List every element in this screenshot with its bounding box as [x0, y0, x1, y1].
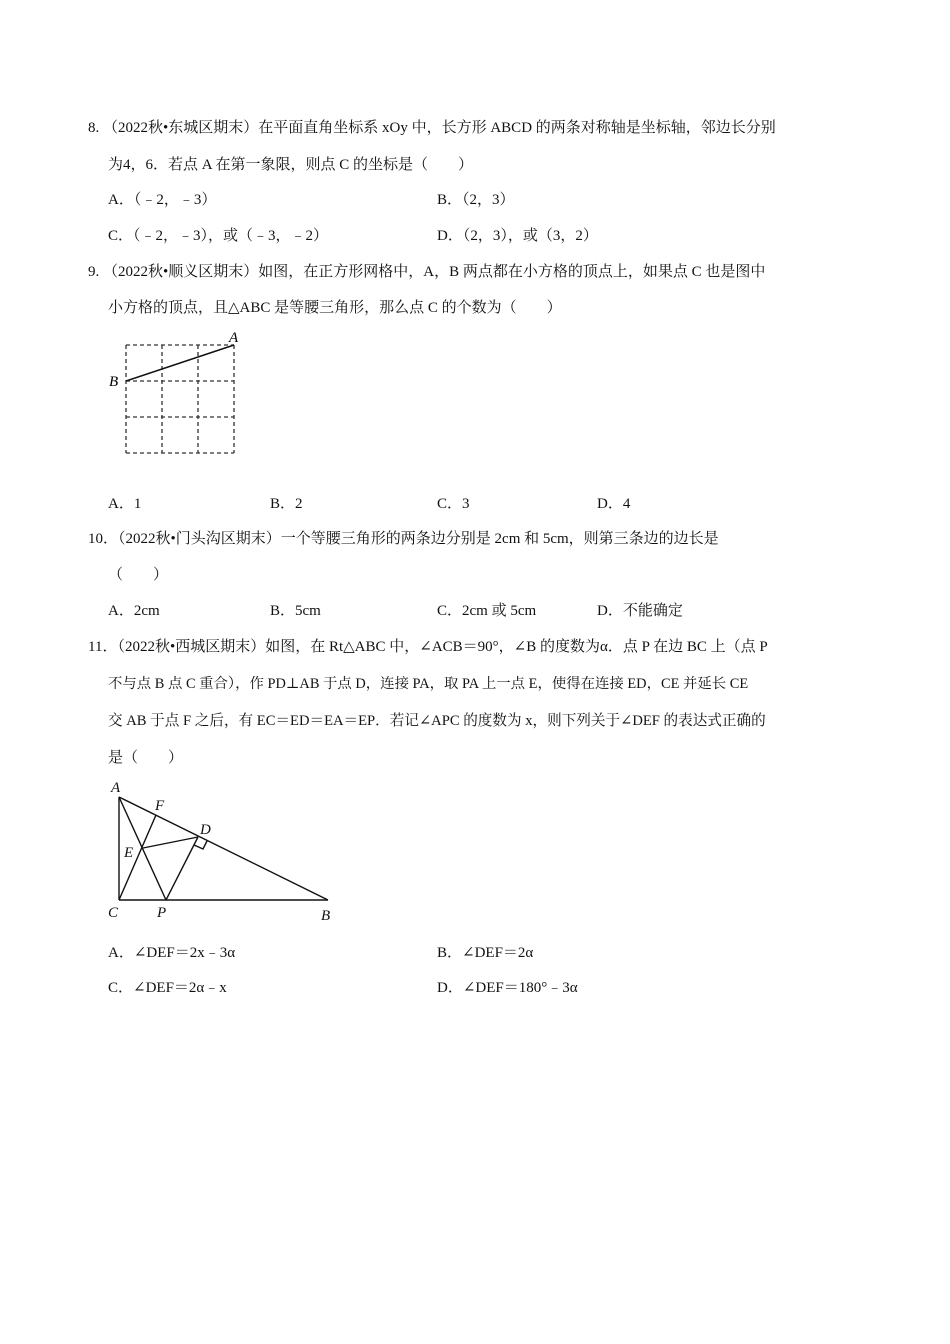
option-text: ∠DEF＝2x﹣3α: [133, 945, 236, 961]
option-label: D．: [437, 980, 463, 996]
option-text: 2cm: [133, 603, 160, 619]
question-10-option-b[interactable]: [270, 601, 321, 621]
option-label: D．: [437, 228, 463, 244]
grid-figure: [100, 325, 260, 465]
label-a: A: [111, 780, 121, 796]
question-text: 如图，在 Rt△ABC 中，∠ACB＝90°，∠B 的度数为α．点 P 在边 BC 上（点 P: [265, 639, 768, 655]
question-text: 如图，在正方形网格中，A，B 两点都在小方格的顶点上，如果点 C 也是图中: [258, 264, 766, 280]
question-10-line-1: [88, 529, 719, 549]
option-label: B．: [270, 603, 296, 619]
question-8-option-a[interactable]: [108, 190, 216, 210]
question-11-line-1: [88, 637, 768, 657]
question-8-line-1: [88, 118, 776, 138]
label-f: F: [155, 798, 165, 814]
question-11-option-c[interactable]: [108, 978, 227, 998]
option-text: 5cm: [295, 603, 321, 619]
triangle-figure: [100, 770, 350, 930]
question-8-option-d[interactable]: [437, 226, 598, 246]
label-d: D: [200, 822, 211, 838]
label-b: B: [109, 374, 119, 390]
question-text: 一个等腰三角形的两条边分别是 2cm 和 5cm，则第三条边的边长是: [280, 531, 719, 547]
question-9-line-2: 小方格的顶点，且△ABC 是等腰三角形，那么点 C 的个数为（ ）: [108, 300, 562, 316]
option-label: C．: [437, 603, 463, 619]
option-text: 不能确定: [622, 603, 683, 619]
option-label: A．: [108, 603, 134, 619]
option-text: （2，3），或（3，2）: [462, 228, 598, 244]
question-9-option-b[interactable]: [270, 494, 303, 514]
option-text: （2，3）: [462, 192, 515, 208]
question-9-option-d[interactable]: [597, 494, 630, 514]
label-b: B: [321, 908, 331, 924]
label-a: A: [229, 330, 239, 346]
question-8-line-2: 为4，6．若点 A 在第一象限，则点 C 的坐标是（ ）: [108, 157, 474, 173]
question-number: 8.: [88, 120, 100, 136]
question-source: （2022秋•西城区期末）: [117, 639, 266, 655]
option-label: C．: [108, 228, 134, 244]
option-label: B．: [270, 496, 296, 512]
question-9-line-1: [88, 262, 765, 282]
option-text: （﹣2，﹣3）: [133, 192, 217, 208]
question-number: 10．: [88, 531, 119, 547]
question-number: 11．: [88, 639, 118, 655]
question-11-option-b[interactable]: [437, 943, 533, 963]
option-label: D．: [597, 496, 623, 512]
option-text: （﹣2，﹣3），或（﹣3，﹣2）: [133, 228, 329, 244]
option-label: D．: [597, 603, 623, 619]
question-source: （2022秋•顺义区期末）: [103, 264, 259, 280]
option-text: 3: [462, 496, 470, 512]
option-text: ∠DEF＝2α: [462, 945, 534, 961]
option-text: 2cm 或 5cm: [462, 603, 537, 619]
label-p: P: [157, 905, 167, 921]
question-10-option-d[interactable]: [597, 601, 683, 621]
question-8-option-b[interactable]: [437, 190, 515, 210]
option-label: A．: [108, 945, 134, 961]
option-label: B．: [437, 945, 463, 961]
option-label: A．: [108, 496, 134, 512]
option-label: B．: [437, 192, 463, 208]
question-text: 在平面直角坐标系 xOy 中，长方形 ABCD 的两条对称轴是坐标轴，邻边长分别: [258, 120, 776, 136]
question-11-line-3: 交 AB 于点 F 之后，有 EC＝ED＝EA＝EP．若记∠APC 的度数为 x，则下列关于∠DEF 的表达式正确的: [108, 713, 766, 729]
option-label: C．: [437, 496, 463, 512]
label-c: C: [108, 905, 119, 921]
question-8-option-c[interactable]: [108, 226, 328, 246]
question-source: （2022秋•东城区期末）: [103, 120, 259, 136]
option-label: C．: [108, 980, 134, 996]
option-text: ∠DEF＝180°﹣3α: [462, 980, 578, 996]
question-source: （2022秋•门头沟区期末）: [118, 531, 281, 547]
question-11-option-d[interactable]: [437, 978, 578, 998]
question-11-line-4: 是（ ）: [108, 750, 184, 766]
label-e: E: [124, 845, 134, 861]
option-text: 1: [133, 496, 142, 512]
question-10-line-2: （ ）: [108, 567, 169, 583]
question-11-line-2: 不与点 B 点 C 重合），作 PD⊥AB 于点 D，连接 PA，取 PA 上一点 E，使得在连接 ED，CE 并延长 CE: [108, 676, 749, 692]
question-11-option-a[interactable]: [108, 943, 235, 963]
option-label: A．: [108, 192, 134, 208]
option-text: 2: [295, 496, 303, 512]
question-10-option-a[interactable]: [108, 601, 160, 621]
question-10-option-c[interactable]: [437, 601, 536, 621]
question-9-option-c[interactable]: [437, 494, 470, 514]
question-9-option-a[interactable]: [108, 494, 141, 514]
question-number: 9.: [88, 264, 100, 280]
option-text: ∠DEF＝2α﹣x: [133, 980, 227, 996]
option-text: 4: [622, 496, 631, 512]
